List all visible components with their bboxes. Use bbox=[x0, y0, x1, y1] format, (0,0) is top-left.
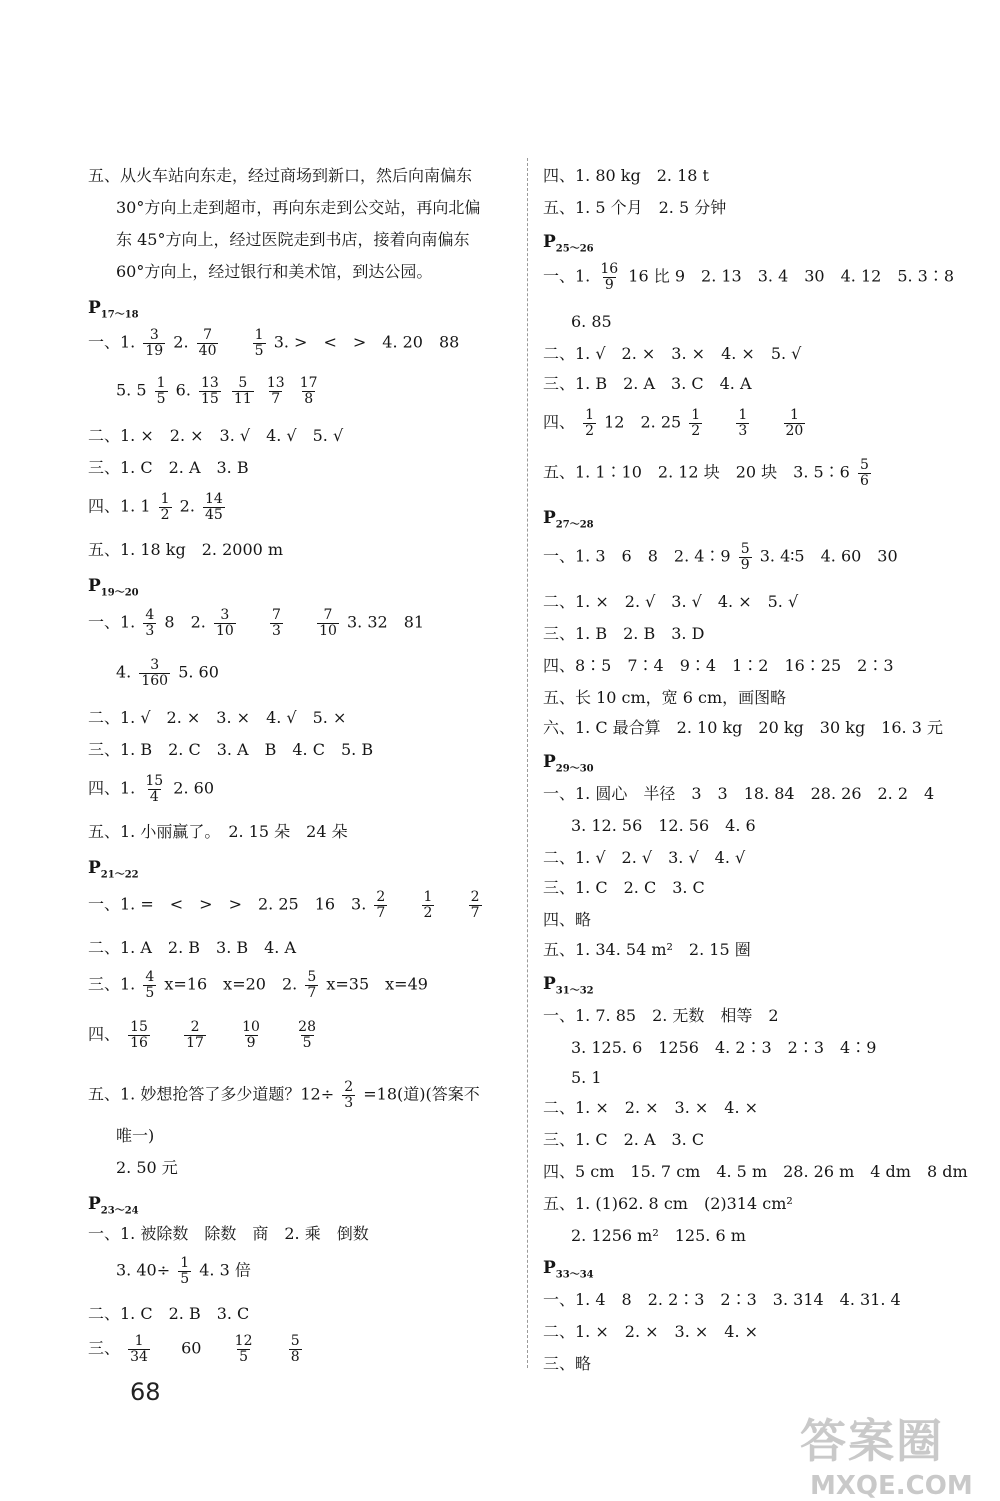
answer-line: 一、1. = < > > 2. 25 16 3. $\frac{2}{7}$ $\frac{1}{2}$ $\frac{2}{7}$ bbox=[88, 889, 480, 921]
answer-line: 三、1. C 2. A 3. B bbox=[88, 458, 249, 477]
answer-line: 四、8∶5 7∶4 9∶4 1∶2 16∶25 2∶3 bbox=[543, 656, 894, 675]
answer-line: 一、1. $\frac{16}{9}$ 16 比 9 2. 13 3. 4 30 4. 12 5. 3∶8 bbox=[543, 261, 955, 293]
fraction: $\frac{13}{7}$ bbox=[266, 375, 285, 407]
section-heading-p17-18: $P_{17\sim 18}$ bbox=[88, 298, 139, 321]
fraction: $\frac{1}{5}$ bbox=[180, 1255, 190, 1287]
answer-line: 3. 40÷ $\frac{1}{5}$ 4. 3 倍 bbox=[116, 1255, 251, 1287]
site-watermark bbox=[800, 1405, 990, 1501]
answer-line: 3. 12. 56 12. 56 4. 6 bbox=[571, 816, 756, 835]
q5-route-line-4: 60°方向上，经过银行和美术馆，到达公园。 bbox=[116, 262, 433, 281]
answer-line: 二、1. √ 2. √ 3. √ 4. √ bbox=[543, 848, 746, 867]
fraction: $\frac{1}{2}$ bbox=[423, 889, 433, 921]
fraction: $\frac{5}{6}$ bbox=[859, 457, 869, 489]
answer-line: 四、1. 1 $\frac{1}{2}$ 2. $\frac{14}{45}$ bbox=[88, 491, 223, 523]
section-heading-p31-32: $P_{31\sim 32}$ bbox=[543, 974, 594, 997]
answer-line: 二、1. C 2. B 3. C bbox=[88, 1304, 250, 1323]
answer-line: 五、长 10 cm，宽 6 cm，画图略 bbox=[543, 688, 787, 707]
answer-line: 3. 125. 6 1256 4. 2∶3 2∶3 4∶9 bbox=[571, 1038, 877, 1057]
answer-line: 五、1. 34. 54 m² 2. 15 圈 bbox=[543, 940, 751, 959]
answer-line: 五、1. 5 个月 2. 5 分钟 bbox=[543, 198, 727, 217]
answer-line: 6. 85 bbox=[571, 312, 612, 331]
answer-line: 二、1. √ 2. × 3. × 4. √ 5. × bbox=[88, 708, 347, 727]
fraction: $\frac{17}{8}$ bbox=[299, 375, 318, 407]
fraction: $\frac{1}{5}$ bbox=[156, 375, 166, 407]
q5-route-line-2: 30°方向上走到超市，再向东走到公交站，再向北偏 bbox=[116, 198, 481, 217]
answer-line: 五、1. 小丽赢了。 2. 15 朵 24 朵 bbox=[88, 822, 348, 841]
fraction: $\frac{3}{19}$ bbox=[145, 327, 164, 359]
fraction: $\frac{28}{5}$ bbox=[298, 1019, 316, 1051]
fraction: $\frac{1}{2}$ bbox=[691, 407, 701, 439]
fraction: $\frac{10}{9}$ bbox=[242, 1019, 260, 1051]
answer-line: 二、1. × 2. √ 3. √ 4. × 5. √ bbox=[543, 592, 799, 611]
answer-line: 三、1. B 2. A 3. C 4. A bbox=[543, 374, 752, 393]
answer-line: 2. 50 元 bbox=[116, 1158, 178, 1177]
fraction: $\frac{3}{160}$ bbox=[141, 657, 169, 689]
fraction: $\frac{13}{15}$ bbox=[201, 375, 219, 407]
answer-line: 一、1. 4 8 2. 2∶3 2∶3 3. 314 4. 31. 4 bbox=[543, 1290, 901, 1309]
answer-line: 五、1. 18 kg 2. 2000 m bbox=[88, 540, 284, 559]
answer-line: 二、1. A 2. B 3. B 4. A bbox=[88, 938, 297, 957]
fraction: $\frac{2}{7}$ bbox=[470, 889, 480, 921]
answer-line: 五、1. (1)62. 8 cm (2)314 cm² bbox=[543, 1194, 793, 1213]
fraction: $\frac{12}{5}$ bbox=[234, 1333, 253, 1365]
answer-line: 一、1. $\frac{3}{19}$ 2. $\frac{7}{40}$ $\frac{1}{5}$ 3. > < > 4. 20 88 bbox=[88, 327, 460, 359]
fraction: $\frac{2}{17}$ bbox=[186, 1019, 204, 1051]
answer-line: 三、1. B 2. B 3. D bbox=[543, 624, 705, 643]
q5-route-line-1: 五、从火车站向东走，经过商场到新口，然后向南偏东 bbox=[88, 166, 473, 185]
section-heading-p25-26: $P_{25\sim 26}$ bbox=[543, 232, 594, 255]
fraction: $\frac{5}{9}$ bbox=[740, 541, 750, 573]
answer-line: 四、1. 80 kg 2. 18 t bbox=[543, 166, 709, 185]
answer-line: 4. $\frac{3}{160}$ 5. 60 bbox=[116, 657, 219, 689]
answer-line: 一、1. 圆心 半径 3 3 18. 84 28. 26 2. 2 4 bbox=[543, 784, 935, 803]
fraction: $\frac{2}{7}$ bbox=[376, 889, 386, 921]
answer-line: 二、1. √ 2. × 3. × 4. × 5. √ bbox=[543, 344, 802, 363]
answer-line: 四、5 cm 15. 7 cm 4. 5 m 28. 26 m 4 dm 8 dm bbox=[543, 1162, 968, 1181]
answer-line: 六、1. C 最合算 2. 10 kg 20 kg 30 kg 16. 3 元 bbox=[543, 718, 943, 737]
section-heading-p23-24: $P_{23\sim 24}$ bbox=[88, 1194, 139, 1217]
watermark-logo-text: 答案圈 bbox=[800, 1414, 944, 1468]
answer-line: 5. 5 $\frac{1}{5}$ 6. $\frac{13}{15}$ $\frac{5}{11}$ $\frac{13}{7}$ $\frac{17}{8}$ bbox=[116, 375, 318, 407]
section-heading-p21-22: $P_{21\sim 22}$ bbox=[88, 858, 139, 881]
fraction: $\frac{2}{3}$ bbox=[344, 1079, 354, 1111]
section-heading-p19-20: $P_{19\sim 20}$ bbox=[88, 576, 139, 599]
fraction: $\frac{4}{5}$ bbox=[145, 969, 155, 1001]
fraction: $\frac{1}{3}$ bbox=[738, 407, 748, 439]
answer-line: 三、1. $\frac{4}{5}$ x=16 x=20 2. $\frac{5}{7}$ x=35 x=49 bbox=[88, 969, 428, 1001]
answer-line: 一、1. $\frac{4}{3}$ 8 2. $\frac{3}{10}$ $\frac{7}{3}$ $\frac{7}{10}$ 3. 32 81 bbox=[88, 607, 425, 639]
column-divider bbox=[527, 158, 528, 1368]
fraction: $\frac{7}{40}$ bbox=[198, 327, 217, 359]
fraction: $\frac{5}{7}$ bbox=[307, 969, 317, 1001]
fraction: $\frac{1}{34}$ bbox=[130, 1333, 148, 1365]
section-heading-p33-34: $P_{33\sim 34}$ bbox=[543, 1258, 594, 1281]
fraction: $\frac{5}{8}$ bbox=[290, 1333, 300, 1365]
answer-line: 五、1. 妙想抢答了多少道题？12÷ $\frac{2}{3}$ =18(道)(答案不 bbox=[88, 1079, 480, 1111]
fraction: $\frac{1}{20}$ bbox=[785, 407, 804, 439]
fraction: $\frac{3}{10}$ bbox=[215, 607, 234, 639]
answer-line: 唯一) bbox=[116, 1126, 155, 1145]
fraction: $\frac{1}{5}$ bbox=[254, 327, 264, 359]
answer-line: 四、略 bbox=[543, 910, 592, 929]
answer-line: 四、 $\frac{1}{2}$ 12 2. 25 $\frac{1}{2}$ $\frac{1}{3}$ $\frac{1}{20}$ bbox=[543, 407, 804, 439]
answer-line: 一、1. 7. 85 2. 无数 相等 2 bbox=[543, 1006, 779, 1025]
answer-line: 二、1. × 2. × 3. × 4. × bbox=[543, 1322, 759, 1341]
watermark-url: MXQE.COM bbox=[810, 1471, 973, 1501]
answer-line: 三、1. B 2. C 3. A B 4. C 5. B bbox=[88, 740, 374, 759]
answer-line: 三、1. C 2. A 3. C bbox=[543, 1130, 705, 1149]
fraction: $\frac{7}{3}$ bbox=[271, 607, 281, 639]
fraction: $\frac{4}{3}$ bbox=[145, 607, 155, 639]
section-heading-p27-28: $P_{27\sim 28}$ bbox=[543, 508, 594, 531]
answer-line: 一、1. 被除数 除数 商 2. 乘 倒数 bbox=[88, 1224, 369, 1243]
answer-line: 二、1. × 2. × 3. × 4. × bbox=[543, 1098, 759, 1117]
page-number: 68 bbox=[130, 1378, 161, 1406]
answer-line: 三、 $\frac{1}{34}$ 60 $\frac{12}{5}$ $\frac{5}{8}$ bbox=[88, 1333, 300, 1365]
answer-line: 四、 $\frac{15}{16}$ $\frac{2}{17}$ $\frac{10}{9}$ $\frac{28}{5}$ bbox=[88, 1019, 316, 1051]
answer-line: 四、1. $\frac{15}{4}$ 2. 60 bbox=[88, 773, 215, 805]
fraction: $\frac{7}{10}$ bbox=[319, 607, 337, 639]
fraction: $\frac{5}{11}$ bbox=[233, 375, 252, 407]
q5-route-line-3: 东 45°方向上，经过医院走到书店，接着向南偏东 bbox=[116, 230, 470, 249]
answer-line: 五、1. 1∶10 2. 12 块 20 块 3. 5∶6 $\frac{5}{6}$ bbox=[543, 457, 869, 489]
answer-line: 三、1. C 2. C 3. C bbox=[543, 878, 705, 897]
answer-line: 三、略 bbox=[543, 1354, 592, 1373]
answer-line: 一、1. 3 6 8 2. 4∶9 $\frac{5}{9}$ 3. 4∶5 4. 60 30 bbox=[543, 541, 898, 573]
fraction: $\frac{1}{2}$ bbox=[585, 407, 595, 439]
answer-line: 5. 1 bbox=[571, 1068, 602, 1087]
section-heading-p29-30: $P_{29\sim 30}$ bbox=[543, 752, 594, 775]
fraction: $\frac{16}{9}$ bbox=[600, 261, 619, 293]
fraction: $\frac{15}{4}$ bbox=[145, 773, 164, 805]
fraction: $\frac{14}{45}$ bbox=[205, 491, 223, 523]
answer-line: 二、1. × 2. × 3. √ 4. √ 5. √ bbox=[88, 426, 344, 445]
fraction: $\frac{1}{2}$ bbox=[160, 491, 170, 523]
answer-line: 2. 1256 m² 125. 6 m bbox=[571, 1226, 746, 1245]
fraction: $\frac{15}{16}$ bbox=[130, 1019, 148, 1051]
